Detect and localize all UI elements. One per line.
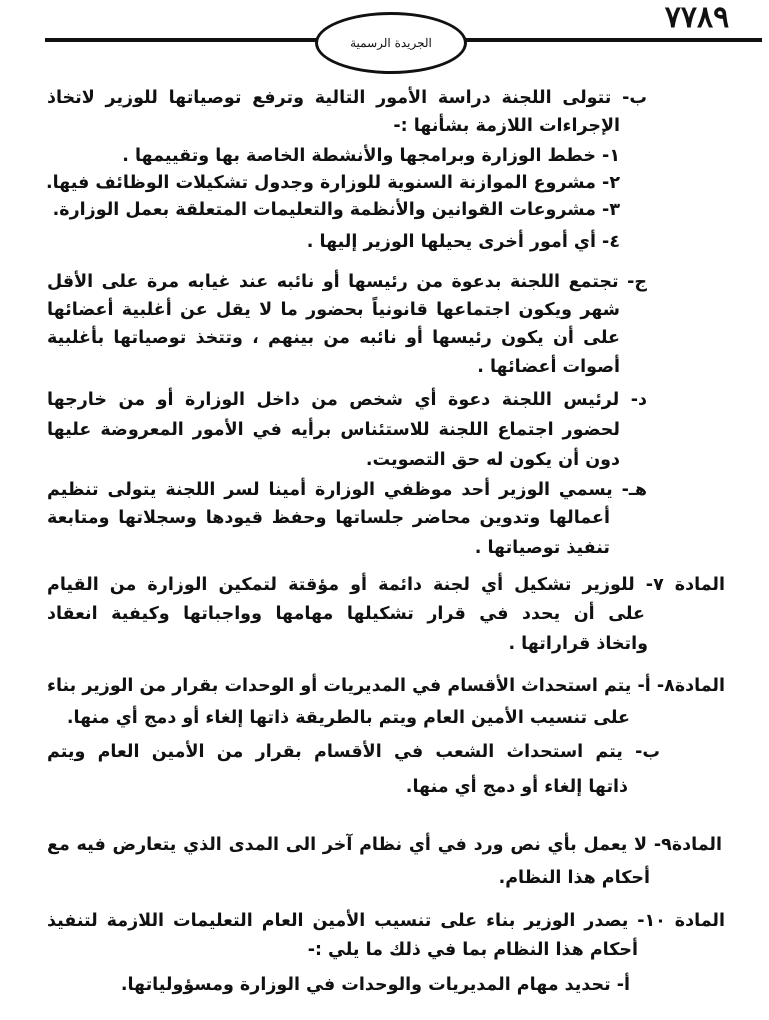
article-10-line: المادة ١٠- يصدر الوزير بناء على تنسيب الأمين العام التعليمات اللازمة لتنفيذ [47,911,725,931]
clause-j-line: ج- تجتمع اللجنة بدعوة من رئيسها أو نائبه عند غيابه مرة على الأقل [47,272,647,292]
clause-d-line: د- لرئيس اللجنة دعوة أي شخص من داخل الوزارة أو من خارجها [47,390,647,410]
article-7-line: واتخاذ قراراتها . [508,634,648,654]
list-item-4: ٤- أي أمور أخرى يحيلها الوزير إليها . [306,232,620,252]
article-7-line: على أن يحدد في قرار تشكيلها مهامها وواجباتها وكيفية انعقاد [47,604,645,624]
clause-d-line: لحضور اجتماع اللجنة للاستئناس برأيه في الأمور المعروضة عليها [47,420,620,440]
clause-j-line: على أن يكون رئيسها أو نائبه من بينهم ، وتتخذ توصياتها بأغلبية [47,328,620,348]
clause-b-line: ب- تتولى اللجنة دراسة الأمور التالية وترفع توصياتها للوزير لاتخاذ [47,88,647,108]
article-8-line: المادة٨- أ- يتم استحداث الأقسام في المديريات أو الوحدات بقرار من الوزير بناء [47,676,725,696]
article-8-b-line: ذاتها إلغاء أو دمج أي منها. [405,777,628,797]
clause-b-line: الإجراءات اللازمة بشأنها :- [393,116,620,136]
article-7-line: المادة ٧- للوزير تشكيل أي لجنة دائمة أو مؤقتة لتمكين الوزارة من القيام [47,575,725,595]
page-number: ٧٧٨٩ [664,1,730,34]
gazette-title: الجريدة الرسمية [350,36,432,50]
article-10-item-a: أ- تحديد مهام المديريات والوحدات في الوزارة ومسؤولياتها. [120,975,630,995]
article-8-line: على تنسيب الأمين العام ويتم بالطريقة ذاتها إلغاء أو دمج أي منها. [66,708,630,728]
clause-h-line: هـ- يسمي الوزير أحد موظفي الوزارة أمينا لسر اللجنة يتولى تنظيم [47,480,647,500]
clause-j-line: أصوات أعضائها . [477,357,620,377]
clause-j-line: شهر ويكون اجتماعها قانونياً بحضور ما لا يقل عن أغلبية أعضائها [47,300,620,320]
clause-h-line: تنفيذ توصياتها . [474,538,610,558]
list-item-2: ٢- مشروع الموازنة السنوية للوزارة وجدول تشكيلات الوظائف فيها. [45,173,620,193]
list-item-3: ٣- مشروعات القوانين والأنظمة والتعليمات المتعلقة بعمل الوزارة. [52,200,620,220]
list-item-1: ١- خطط الوزارة وبرامجها والأنشطة الخاصة بها وتقييمها . [122,146,620,166]
article-9-line: المادة٩- لا يعمل بأي نص ورد في أي نظام آخر الى المدى الذي يتعارض فيه مع [47,835,722,855]
article-9-line: أحكام هذا النظام. [498,868,650,888]
clause-h-line: أعمالها وتدوين محاضر جلساتها وحفظ قيودها وسجلاتها ومتابعة [47,508,610,528]
clause-d-line: دون أن يكون له حق التصويت. [365,450,620,470]
article-8-b-line: ب- يتم استحداث الشعب في الأقسام بقرار من الأمين العام ويتم [47,742,660,762]
article-10-line: أحكام هذا النظام بما في ذلك ما يلي :- [307,940,638,960]
gazette-title-oval [315,12,467,74]
